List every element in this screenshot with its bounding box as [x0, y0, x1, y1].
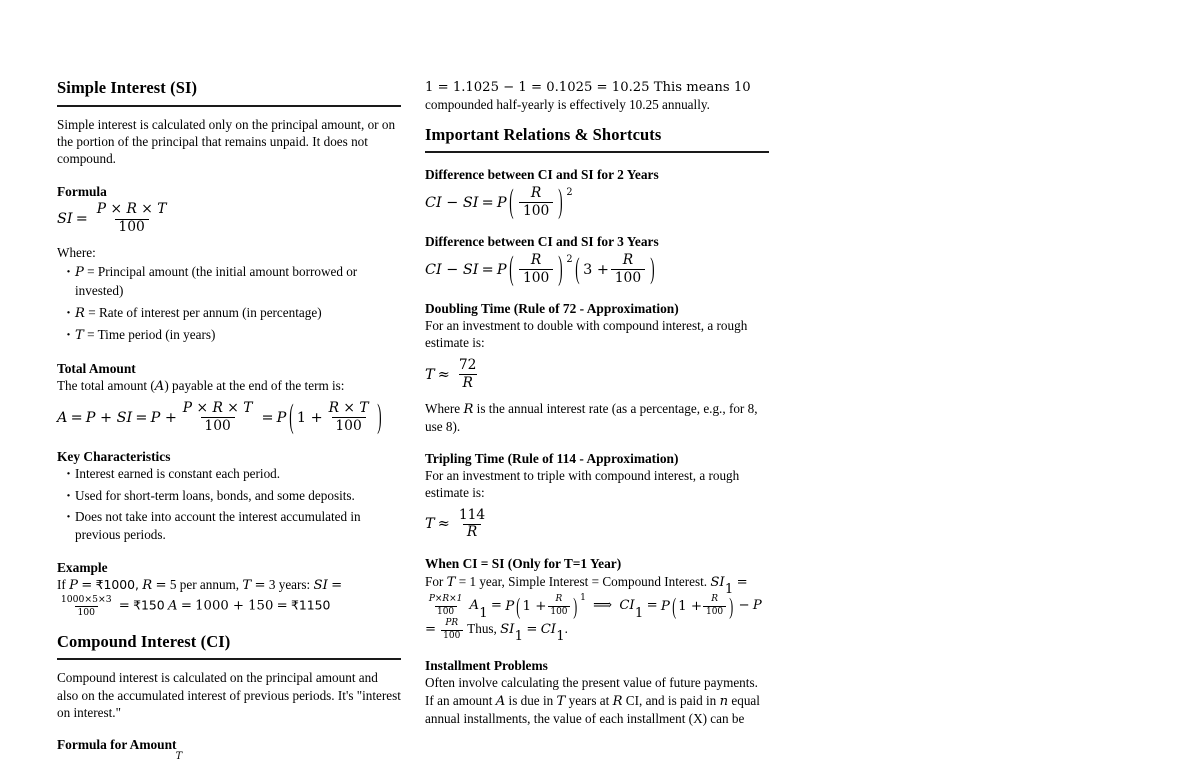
ex-a-expr: 1000 + 150: [195, 598, 274, 614]
inst-line1: Often involve calculating the present value of future payments. If: [425, 675, 758, 708]
cs-thus-ci: CI: [540, 622, 556, 638]
cs-pr-frac: [441, 619, 463, 641]
ex-t-eq: =: [254, 578, 266, 594]
ex-a-val: ₹1150: [291, 597, 331, 613]
ta-expr2-lead: P +: [150, 409, 177, 426]
list-item: [66, 263, 401, 299]
cs-a1-p: P: [505, 598, 515, 614]
cs-thus-ci-sub: 1: [556, 629, 565, 645]
formula-doubling-time: [425, 356, 769, 391]
heading-rule: [425, 151, 769, 153]
ta-expr1: P + SI: [85, 409, 133, 426]
heading-diff-2-years: Difference between CI and SI for 2 Years: [425, 167, 659, 183]
ta-intro-pre: The total amount (: [57, 377, 155, 393]
symbol-A: A: [154, 378, 165, 394]
dbl-lhs: T: [425, 366, 435, 383]
list-item: · Interest earned is constant each period.: [66, 465, 401, 483]
ex-frac: [58, 595, 114, 617]
cs-t-sym: T: [446, 574, 456, 590]
cs-a1-sub: 1: [479, 605, 488, 621]
cs-frac1: [426, 595, 465, 617]
heading-rule: [57, 658, 401, 660]
d3-fraction: [519, 251, 553, 286]
d2-exponent: 2: [566, 186, 573, 198]
dbl-den: R: [459, 374, 477, 390]
list-item: [66, 304, 401, 323]
ex-fraction: [57, 595, 115, 617]
dbl-fraction: [455, 356, 480, 391]
ex-r-eq: =: [155, 578, 167, 594]
heading-example: Example: [57, 559, 108, 575]
cs-ci1-inner-den: 100: [703, 606, 725, 618]
heading-installment-problems: Installment Problems: [425, 658, 548, 674]
heading-important-relations: Important Relations & Shortcuts: [425, 124, 662, 144]
cs-implies: ⟹: [593, 598, 613, 614]
right-paren: ): [558, 183, 563, 222]
heading-doubling-time: Doubling Time (Rule of 72 - Approximation): [425, 301, 679, 317]
cs-a1: A: [469, 598, 479, 614]
left-paren: (: [509, 183, 514, 222]
heading-total-amount: Total Amount: [57, 360, 136, 376]
ex-a-sym: A: [167, 598, 178, 614]
ex-p-eq: =: [81, 578, 93, 594]
cs-thus-si-sub: 1: [514, 629, 524, 645]
ta-eq2: =: [135, 409, 148, 426]
where-text-r: = Rate of interest per annum (in percentage): [88, 304, 322, 320]
cs-pr-num: PR: [445, 618, 459, 629]
d3-frac-num: R: [530, 251, 542, 268]
right-paren: ): [558, 250, 563, 289]
ex-a-eq: =: [180, 598, 192, 614]
symbol-T: T: [75, 328, 84, 344]
ex-res1-eq: =: [118, 598, 130, 614]
cs-pr-den: 100: [441, 630, 463, 641]
cs-p-sym: P: [752, 598, 762, 614]
where-label: Where:: [57, 244, 96, 260]
heading-tripling-time: Tripling Time (Rule of 114 - Approximation): [425, 451, 679, 467]
cs-ci1-eq: =: [646, 598, 658, 614]
ex-p-sym: P: [69, 578, 78, 594]
compound-interest-intro: Compound interest is calculated on the principal amount and also on the accumulated interest of previous periods. It's "interest on interest.": [57, 670, 401, 721]
ex-si-sym: SI: [313, 578, 328, 594]
left-paren: (: [516, 593, 521, 619]
inst-line2-mid3: CI, and is paid in: [625, 692, 717, 708]
trp-lhs: T: [425, 516, 435, 533]
left-paren: (: [289, 398, 294, 437]
clipped-exponent-T: T: [175, 751, 183, 763]
inst-line2-mid2: years at: [568, 692, 610, 708]
right-paren: ): [729, 593, 734, 619]
example-content: [57, 575, 401, 617]
continuation-text: [425, 78, 769, 114]
cs-a1-eq: =: [490, 598, 502, 614]
ta-inner-lead: 1 +: [296, 409, 323, 426]
list-item: · Used for short-term loans, bonds, and some deposits.: [66, 487, 401, 505]
doubling-intro: For an investment to double with compound interest, a rough estimate is:: [425, 318, 748, 351]
d3-second-lead: 3 +: [583, 261, 609, 278]
ex-r-sym: R: [142, 578, 153, 594]
cs-ci1-expr: [661, 595, 735, 617]
continuation-line2: compounded half-yearly is effectively 10.25 annually.: [425, 97, 710, 113]
list-item: · Does not take into account the interest accumulated in previous periods.: [66, 508, 401, 543]
installment-content: [425, 674, 769, 727]
key-characteristics-list: [57, 465, 401, 544]
dbl-num: 72: [458, 356, 477, 373]
cs-t-eq: = 1 year, Simple Interest = Compound Interest.: [458, 573, 708, 589]
tripling-intro: For an investment to triple with compound interest, a rough estimate is:: [425, 467, 740, 501]
d3-exponent: 2: [566, 253, 573, 265]
d2-frac-num: R: [530, 184, 542, 201]
si-fraction: [93, 203, 170, 235]
heading-diff-3-years: Difference between CI and SI for 3 Years: [425, 234, 659, 250]
continuation-line1: 1 = 1.1025 − 1 = 0.1025 = 10.25 This means 10: [425, 80, 751, 95]
formula-diff-3-years: [425, 250, 769, 289]
trp-fraction: [455, 506, 489, 541]
symbol-P: P: [75, 265, 84, 281]
ta-expr3-lead: P: [276, 409, 287, 426]
inst-line2-end: equal: [731, 692, 760, 708]
heading-simple-interest: Simple Interest (SI): [57, 78, 198, 97]
cs-thus-eq: =: [526, 622, 538, 638]
ta-intro-post: ) payable at the end of the term is:: [164, 377, 345, 393]
d2-eq: =: [481, 194, 494, 211]
doubling-note: [425, 400, 769, 436]
trp-den: R: [463, 524, 481, 540]
si-denominator: 100: [115, 219, 149, 235]
dbl-approx: ≈: [437, 366, 450, 383]
ta-inner-num: R × T: [328, 399, 369, 416]
heading-formula-for-amount: Formula for Amount: [57, 737, 177, 753]
inst-n: n: [719, 693, 729, 709]
formula-diff-2-years: [425, 183, 769, 222]
si-equals: =: [75, 210, 88, 227]
d3-second-den: 100: [611, 269, 645, 285]
inst-line3: annual installments, the value of each installment (X) can be: [425, 710, 745, 726]
heading-rule: [57, 105, 401, 107]
cs-a1-inner-frac: [548, 595, 570, 617]
ta-inner-fraction: [325, 399, 373, 434]
cs-frac1-wrap: [425, 595, 466, 617]
symbol-R: R: [75, 305, 85, 321]
right-paren: ): [573, 593, 578, 619]
formula-simple-interest: [57, 203, 401, 235]
cs-frac1-den: 100: [435, 606, 457, 617]
cs-si1-sub: 1: [724, 582, 734, 598]
trp-approx: ≈: [437, 516, 450, 533]
total-amount-intro: [57, 377, 401, 395]
cs-si1: SI: [710, 574, 725, 590]
dbl-note-pre: Where: [425, 400, 461, 416]
cs-ci1: CI: [619, 598, 635, 614]
cs-thus: Thus,: [467, 621, 497, 637]
right-column: [425, 78, 769, 726]
where-text-p: = Principal amount (the initial amount borrowed or invested): [75, 264, 358, 299]
d2-fraction: [519, 184, 553, 219]
ex-t-val: 3 years:: [268, 577, 311, 593]
ta-frac-den: 100: [201, 417, 235, 433]
clipped-formula-peek: [57, 753, 401, 767]
cs-ci1-inner-num: R: [711, 594, 718, 605]
where-list: [57, 263, 401, 345]
cs-thus-si: SI: [500, 622, 515, 638]
d3-lhs: CI − SI: [425, 261, 479, 278]
formula-total-amount: [57, 398, 401, 437]
cs-ci1-sub: 1: [634, 605, 644, 621]
d2-p: P: [496, 194, 507, 211]
formula-tripling-time: [425, 506, 769, 541]
right-paren-2: ): [650, 252, 655, 286]
ex-lead: If: [57, 577, 66, 593]
left-paren: (: [509, 250, 514, 289]
ex-a-eq2: =: [276, 598, 288, 614]
left-paren-2: (: [575, 252, 580, 286]
si-numerator: P × R × T: [96, 201, 167, 218]
cs-a1-inner-den: 100: [548, 606, 570, 618]
cs-minus-p: −: [738, 598, 750, 614]
where-text-t: = Time period (in years): [87, 327, 216, 343]
cs-a1-inner-lead: 1 +: [522, 598, 547, 614]
ci-equals-si-content: [425, 572, 769, 643]
left-paren: (: [672, 593, 677, 619]
two-column-layout: [57, 78, 1134, 763]
cs-ci1-p: P: [660, 598, 670, 614]
cs-pr-wrap: [439, 619, 464, 641]
ex-frac-num: 1000×5×3: [60, 594, 112, 606]
d2-frac-den: 100: [519, 202, 553, 218]
cs-text-pre: For: [425, 573, 444, 589]
heading-formula: Formula: [57, 183, 107, 199]
d3-eq: =: [481, 261, 494, 278]
ex-r-val: 5 per annum,: [169, 577, 240, 593]
ex-frac-den: 100: [75, 606, 98, 618]
ta-eq3: =: [261, 409, 274, 426]
ta-lhs: A: [57, 409, 68, 426]
cs-si1-eq: =: [736, 574, 748, 590]
left-column: [57, 78, 401, 763]
ta-eq1: =: [70, 409, 83, 426]
ex-p-val: ₹1000,: [95, 577, 139, 593]
d3-frac-den: 100: [519, 269, 553, 285]
heading-key-characteristics: Key Characteristics: [57, 449, 171, 465]
cs-a1-inner-num: R: [555, 594, 563, 605]
cs-a1-exp: 1: [580, 593, 586, 604]
simple-interest-intro: Simple interest is calculated only on the principal amount, or on the portion of the principal that remains unpaid. It does not compound.: [57, 116, 396, 167]
trp-num: 114: [458, 506, 486, 523]
cs-a1-expr: [505, 595, 586, 617]
heading-ci-equals-si: When CI = SI (Only for T=1 Year): [425, 556, 622, 572]
ex-si-eq: =: [331, 578, 343, 594]
ex-res1: ₹150: [133, 597, 165, 613]
inst-line2-pre: an amount: [437, 692, 493, 708]
d3-second-num: R: [622, 251, 634, 268]
dbl-note-post: is the annual interest rate (as a percentage, e.g., for 8, use 8).: [425, 400, 758, 434]
inst-r: R: [612, 693, 623, 709]
si-lhs: SI: [57, 210, 73, 227]
d3-p: P: [496, 261, 507, 278]
ta-frac-num: P × R × T: [182, 399, 253, 416]
list-item: [66, 326, 401, 345]
inst-a: A: [495, 693, 506, 709]
inst-line2-mid: is due in: [508, 692, 554, 708]
heading-compound-interest: Compound Interest (CI): [57, 631, 231, 651]
cs-ci1-inner-frac: [703, 595, 725, 617]
inst-t: T: [556, 693, 566, 709]
cs-frac1-num: P×R×1: [428, 594, 463, 605]
d2-lhs: CI − SI: [425, 194, 479, 211]
d3-second-fraction: [611, 251, 645, 286]
dbl-note-sym: R: [463, 401, 474, 417]
right-paren: ): [377, 398, 382, 437]
ta-fraction: [179, 399, 256, 434]
ta-inner-den: 100: [332, 417, 366, 433]
cs-ci1-inner-lead: 1 +: [678, 598, 703, 614]
cs-p-eq: =: [425, 622, 437, 638]
cs-period: .: [564, 621, 568, 637]
ex-t-sym: T: [242, 578, 252, 594]
